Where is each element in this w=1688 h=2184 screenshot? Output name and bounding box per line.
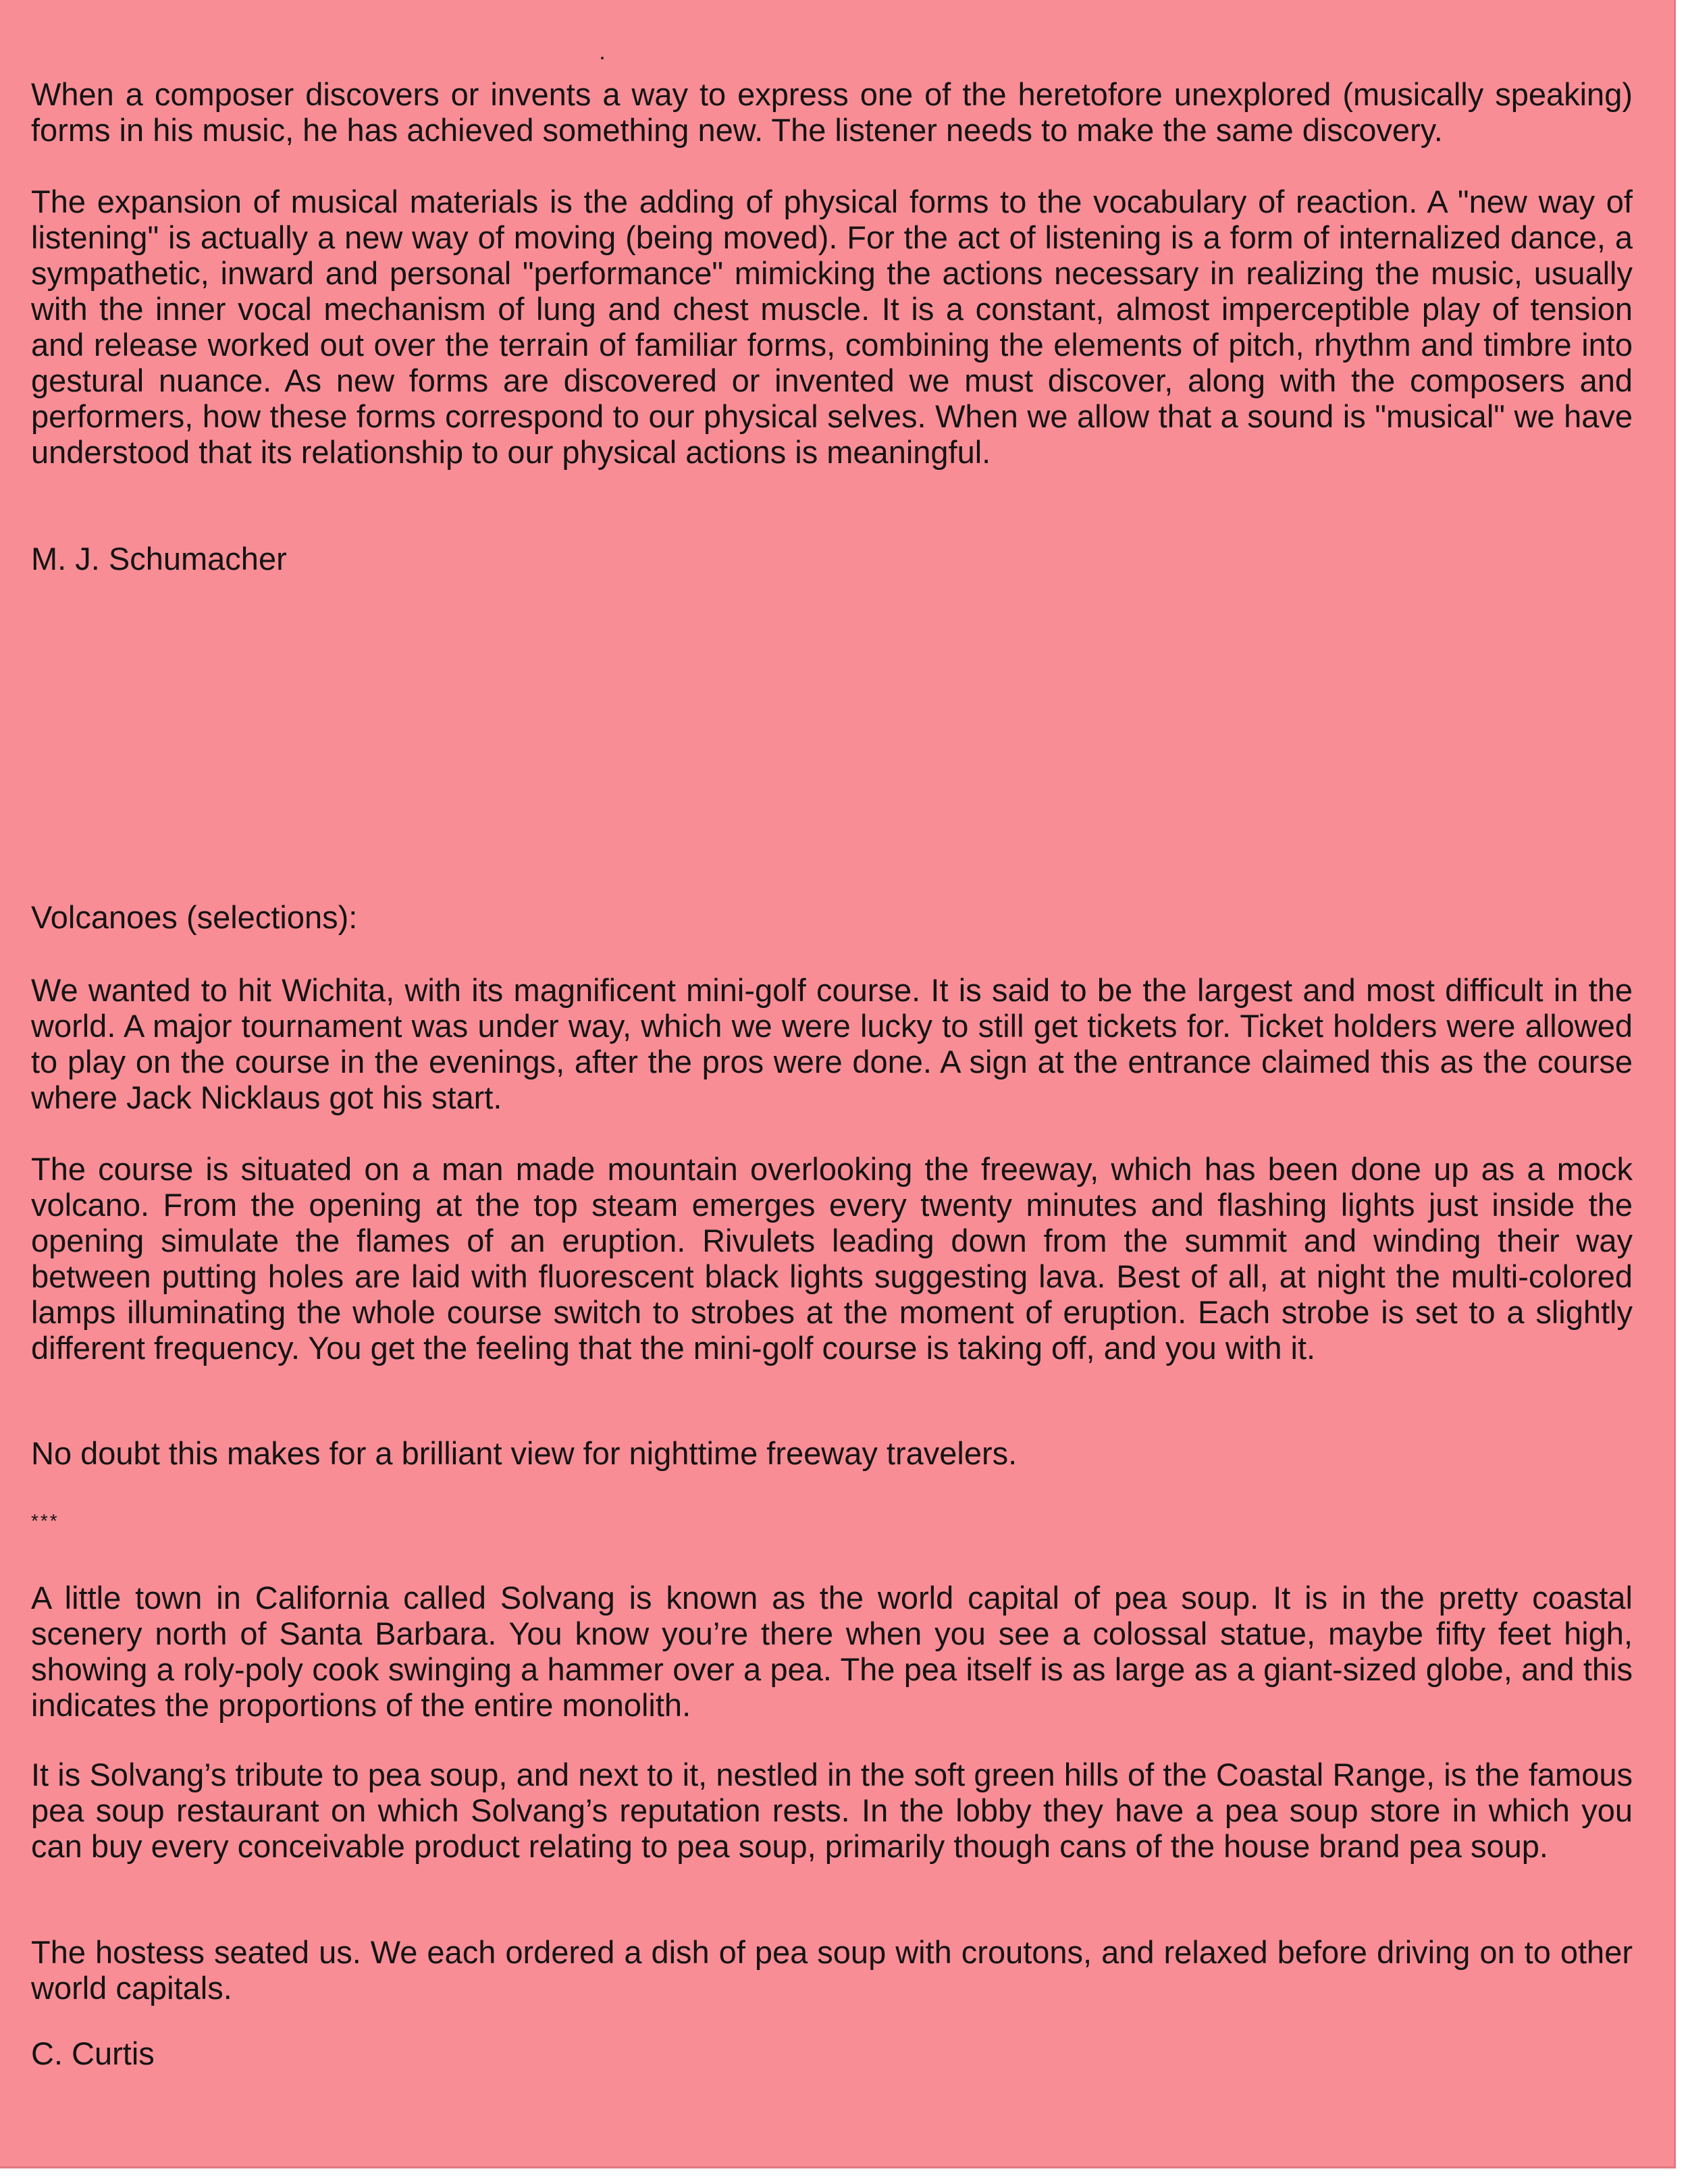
essay2-paragraph2-text: The course is situated on a man made mountain overlooking the freeway, which has been done up as a mock volcano. From the opening at the top steam emerges every twenty minutes and flashing lights just inside the opening simulate the flames of an eruption. Rivulets leading down from the summit and winding their way between putting holes are laid with fluorescent black lights suggesting lava. Best of all, at night the multi-colored lamps illuminating the whole course switch to strobes at the moment of eruption. Each strobe is set to a slightly different frequency. You get the feeling that the mini-golf course is taking off, and you with it. xyxy=(31,1151,1633,1366)
essay2-paragraph6-text: The hostess seated us. We each ordered a dish of pea soup with croutons, and relaxed before driving on to other world capitals. xyxy=(31,1934,1633,2006)
essay2-paragraph1-text: We wanted to hit Wichita, with its magnificent mini-golf course. It is said to be the largest and most difficult in the world. A major tournament was under way, which we were lucky to still get tickets for. Ticket holders were allowed to play on the course in the evenings, after the pros were done. A sign at the entrance claimed this as the course where Jack Nicklaus got his start. xyxy=(31,972,1633,1115)
essay2-title: Volcanoes (selections): xyxy=(31,899,358,935)
essay2-paragraph3: No doubt this makes for a brilliant view for nighttime freeway travelers. xyxy=(31,1435,1018,1471)
essay2-paragraph6 xyxy=(31,1934,1633,2006)
essay2-author: C. Curtis xyxy=(31,2035,155,2071)
essay2-paragraph5 xyxy=(31,1757,1633,1864)
essay1-paragraph1 xyxy=(31,76,1633,148)
essay1-author: M. J. Schumacher xyxy=(31,541,287,577)
essay2-paragraph1 xyxy=(31,972,1633,1115)
essay1-paragraph2-text: The expansion of musical materials is the adding of physical forms to the vocabulary of reaction. A "new way of listening" is actually a new way of moving (being moved). For the act of listening is a form of internalized dance, a sympathetic, inward and personal "performance" mimicking the actions necessary in realizing the music, usually with the inner vocal mechanism of lung and chest muscle. It is a constant, almost imperceptible play of tension and release worked out over the terrain of familiar forms, combining the elements of pitch, rhythm and timbre into gestural nuance. As new forms are discovered or invented we must discover, along with the composers and performers, how these forms correspond to our physical selves. When we allow that a sound is "musical" we have understood that its relationship to our physical actions is meaningful. xyxy=(31,184,1633,470)
essay2-paragraph5-text: It is Solvang’s tribute to pea soup, and next to it, nestled in the soft green hills of the Coastal Range, is the famous pea soup restaurant on which Solvang’s reputation rests. In the lobby they have a pea soup store in which you can buy every conceivable product relating to pea soup, primarily though cans of the house brand pea soup. xyxy=(31,1757,1633,1864)
speck-mark xyxy=(601,57,604,59)
essay1-paragraph2 xyxy=(31,184,1633,470)
essay1-paragraph1-text: When a composer discovers or invents a way to express one of the heretofore unexplored (musically speaking) forms in his music, he has achieved something new. The listener needs to make the same discovery. xyxy=(31,76,1633,148)
essay2-paragraph4-text: A little town in California called Solvang is known as the world capital of pea soup. It is in the pretty coastal scenery north of Santa Barbara. You know you’re there when you see a colossal statue, maybe fifty feet high, showing a roly-poly cook swinging a hammer over a pea. The pea itself is as large as a giant-sized globe, and this indicates the proportions of the entire monolith. xyxy=(31,1580,1633,1723)
essay2-paragraph4 xyxy=(31,1580,1633,1723)
section-separator: *** xyxy=(31,1510,59,1531)
essay2-paragraph2 xyxy=(31,1151,1633,1366)
